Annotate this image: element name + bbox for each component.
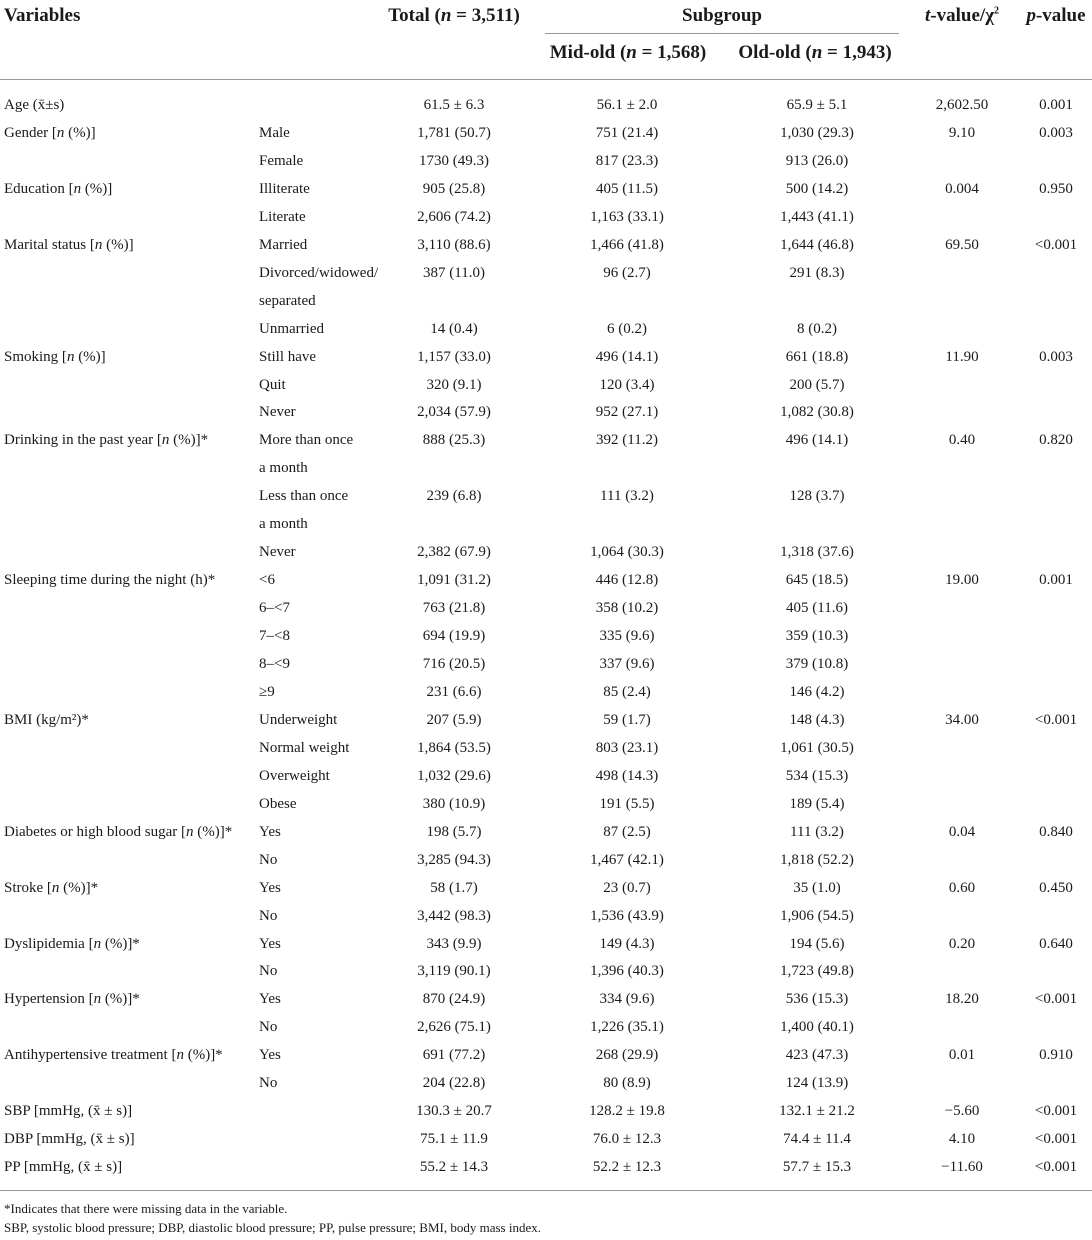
cell-category: Less than once (259, 488, 349, 505)
cell-category: Literate (259, 208, 306, 225)
cell-category: No (259, 851, 278, 868)
cell-variable: Marital status [n (%)] (4, 236, 134, 253)
cell-category: Male (259, 125, 290, 141)
cell-pvalue: <0.001 (1034, 1159, 1078, 1176)
cell-category: Yes (259, 1047, 281, 1064)
cell-oldold: 35 (1.0) (793, 879, 841, 896)
subgroup-rule (545, 33, 899, 34)
cell-total: 3,110 (88.6) (417, 236, 491, 253)
cell-category: Yes (259, 991, 281, 1008)
header-tvalue: $t-value/\chi^2$ (925, 5, 999, 26)
cell-midold: 817 (23.3) (595, 152, 659, 169)
cell-category: Illiterate (259, 180, 310, 197)
cell-tvalue: 11.90 (945, 348, 979, 365)
cell-pvalue: 0.001 (1039, 97, 1073, 113)
cell-total: 888 (25.3) (422, 432, 486, 449)
cell-category: More than once (259, 432, 354, 449)
cell-midold: 1,466 (41.8) (590, 236, 664, 253)
cell-total: 691 (77.2) (422, 1047, 486, 1064)
cell-category: Female (259, 152, 304, 169)
cell-oldold: 146 (4.2) (789, 683, 845, 700)
cell-total: 239 (6.8) (426, 488, 482, 505)
cell-oldold: 57.7 ± 15.3 (782, 1159, 852, 1176)
cell-total: 14 (0.4) (430, 320, 478, 337)
cell-category: Married (259, 236, 308, 253)
cell-category: ≥9 (259, 683, 275, 700)
cell-pvalue: <0.001 (1034, 236, 1078, 253)
table-bottom-rule (0, 1190, 1092, 1191)
cell-tvalue: −5.60 (944, 1103, 980, 1120)
cell-total: 694 (19.9) (422, 628, 486, 644)
cell-total: 2,626 (75.1) (417, 1019, 491, 1036)
header-total: Total (n = 3,511) (388, 5, 520, 26)
cell-oldold: 1,644 (46.8) (780, 236, 854, 253)
cell-midold: 6 (0.2) (607, 320, 647, 337)
cell-midold: 56.1 ± 2.0 (596, 97, 658, 113)
cell-oldold: 194 (5.6) (789, 935, 845, 952)
cell-pvalue: <0.001 (1034, 1131, 1078, 1148)
cell-variable: PP [mmHg, (x̄ ± s)] (4, 1159, 123, 1176)
cell-oldold: 913 (26.0) (785, 152, 849, 169)
cell-category: Unmarried (259, 320, 324, 337)
cell-oldold: 148 (4.3) (789, 711, 845, 728)
cell-tvalue: 0.01 (948, 1047, 976, 1064)
cell-oldold: 534 (15.3) (785, 767, 849, 784)
cell-midold: 1,536 (43.9) (590, 907, 664, 924)
cell-midold: 358 (10.2) (595, 600, 659, 617)
header-pvalue: p-value (1026, 5, 1086, 26)
cell-oldold: 1,906 (54.5) (780, 907, 854, 924)
cell-pvalue: <0.001 (1034, 1103, 1078, 1120)
cell-pvalue: 0.003 (1039, 348, 1073, 365)
cell-category: Divorced/widowed/ (259, 264, 379, 281)
cell-midold: 96 (2.7) (603, 264, 651, 281)
footnote-missing: *Indicates that there were missing data in the variable. (4, 1201, 288, 1216)
cell-midold: 23 (0.7) (603, 879, 651, 896)
cell-midold: 191 (5.5) (599, 795, 655, 812)
cell-midold: 405 (11.5) (596, 180, 658, 197)
cell-oldold: 111 (3.2) (790, 823, 844, 840)
cell-pvalue: 0.003 (1039, 125, 1073, 141)
cell-pvalue: <0.001 (1034, 711, 1078, 728)
cell-midold: 149 (4.3) (599, 935, 655, 952)
cell-total: 3,442 (98.3) (417, 907, 491, 924)
cell-oldold: 291 (8.3) (789, 264, 845, 281)
cell-pvalue: 0.450 (1039, 879, 1073, 896)
cell-total: 204 (22.8) (422, 1075, 486, 1092)
cell-oldold: 379 (10.8) (785, 656, 849, 672)
cell-midold: 76.0 ± 12.3 (592, 1131, 662, 1148)
cell-pvalue: 0.001 (1039, 572, 1073, 589)
cell-total: 198 (5.7) (426, 823, 482, 840)
cell-tvalue: 69.50 (945, 236, 979, 253)
cell-tvalue: 18.20 (945, 991, 979, 1008)
cell-total: 905 (25.8) (422, 180, 486, 197)
cell-midold: 498 (14.3) (595, 767, 659, 784)
cell-pvalue: 0.840 (1039, 823, 1073, 840)
cell-variable: Dyslipidemia [n (%)]* (4, 935, 140, 952)
cell-tvalue: 0.40 (948, 432, 976, 449)
cell-category: <6 (259, 572, 275, 589)
cell-midold: 1,163 (33.1) (590, 208, 664, 225)
cell-oldold: 1,061 (30.5) (780, 739, 854, 756)
cell-oldold: 1,818 (52.2) (780, 851, 854, 868)
cell-tvalue: 9.10 (948, 125, 976, 141)
cell-category: Underweight (259, 711, 338, 728)
cell-oldold: 1,318 (37.6) (780, 544, 854, 561)
cell-variable: Sleeping time during the night (h)* (4, 572, 216, 589)
cell-total: 207 (5.9) (426, 711, 482, 728)
cell-category: No (259, 907, 278, 924)
cell-oldold: 405 (11.6) (786, 600, 848, 617)
cell-pvalue: <0.001 (1034, 991, 1078, 1008)
cell-total: 763 (21.8) (422, 600, 486, 617)
cell-midold: 803 (23.1) (595, 739, 659, 756)
cell-total: 75.1 ± 11.9 (420, 1131, 488, 1148)
cell-midold: 446 (12.8) (595, 572, 659, 589)
cell-midold: 335 (9.6) (599, 628, 655, 644)
cell-tvalue: 4.10 (948, 1131, 976, 1148)
cell-oldold: 8 (0.2) (797, 320, 837, 337)
cell-pvalue: 0.910 (1039, 1047, 1073, 1064)
cell-oldold: 124 (13.9) (785, 1075, 849, 1092)
cell-category: Quit (259, 376, 286, 393)
cell-pvalue: 0.950 (1039, 180, 1073, 197)
cell-category: Yes (259, 823, 281, 840)
cell-category: No (259, 1075, 278, 1092)
cell-total: 1,864 (53.5) (417, 739, 491, 756)
cell-oldold: 1,030 (29.3) (780, 125, 854, 141)
cell-variable: Stroke [n (%)]* (4, 879, 99, 896)
cell-total: 1,032 (29.6) (417, 767, 491, 784)
cell-total: 2,382 (67.9) (417, 544, 491, 561)
cell-total: 2,034 (57.9) (417, 404, 491, 421)
cell-category: separated (259, 292, 316, 309)
cell-variable: Education [n (%)] (4, 180, 113, 197)
cell-midold: 59 (1.7) (603, 711, 651, 728)
cell-category: No (259, 1019, 278, 1036)
cell-total: 1,781 (50.7) (417, 125, 491, 141)
cell-midold: 1,226 (35.1) (590, 1019, 664, 1036)
cell-total: 3,285 (94.3) (417, 851, 491, 868)
cell-variable: Antihypertensive treatment [n (%)]* (4, 1047, 223, 1064)
cell-midold: 751 (21.4) (595, 125, 659, 141)
cell-midold: 120 (3.4) (599, 376, 655, 393)
cell-category: Obese (259, 795, 297, 812)
cell-midold: 268 (29.9) (595, 1047, 659, 1064)
cell-total: 61.5 ± 6.3 (423, 97, 485, 113)
cell-tvalue: −11.60 (941, 1159, 983, 1176)
cell-total: 870 (24.9) (422, 991, 486, 1008)
cell-variable: BMI (kg/m²)* (4, 711, 89, 728)
cell-variable: SBP [mmHg, (x̄ ± s)] (4, 1103, 133, 1120)
header-midold: Mid-old (n = 1,568) (549, 42, 707, 63)
cell-oldold: 500 (14.2) (785, 180, 849, 197)
cell-oldold: 1,723 (49.8) (780, 963, 854, 980)
cell-category: Yes (259, 935, 281, 952)
cell-total: 1730 (49.3) (419, 152, 489, 169)
cell-total: 343 (9.9) (426, 935, 482, 952)
cell-variable: Diabetes or high blood sugar [n (%)]* (4, 823, 233, 840)
cell-midold: 952 (27.1) (595, 404, 659, 421)
cell-total: 387 (11.0) (423, 264, 485, 281)
cell-midold: 392 (11.2) (596, 432, 658, 449)
cell-total: 55.2 ± 14.3 (419, 1159, 489, 1176)
cell-category: 7–<8 (259, 628, 290, 644)
cell-oldold: 1,400 (40.1) (780, 1019, 854, 1036)
cell-midold: 334 (9.6) (599, 991, 655, 1008)
cell-oldold: 200 (5.7) (789, 376, 845, 393)
header-oldold: Old-old (n = 1,943) (738, 42, 892, 63)
cell-total: 1,157 (33.0) (417, 348, 491, 365)
cell-tvalue: 19.00 (945, 572, 979, 589)
cell-total: 2,606 (74.2) (417, 208, 491, 225)
cell-total: 130.3 ± 20.7 (416, 1103, 492, 1120)
cell-midold: 87 (2.5) (603, 823, 651, 840)
cell-oldold: 189 (5.4) (789, 795, 845, 812)
cell-midold: 1,396 (40.3) (590, 963, 664, 980)
cell-pvalue: 0.640 (1039, 935, 1073, 952)
footnote-abbreviations: SBP, systolic blood pressure; DBP, diastolic blood pressure; PP, pulse pressure; BMI, body mass index. (4, 1220, 541, 1235)
cell-total: 380 (10.9) (422, 795, 486, 812)
cell-tvalue: 0.004 (945, 180, 979, 197)
cell-total: 3,119 (90.1) (417, 963, 491, 980)
cell-category: Normal weight (259, 739, 350, 756)
cell-midold: 128.2 ± 19.8 (589, 1103, 665, 1120)
cell-midold: 111 (3.2) (600, 488, 654, 505)
cell-tvalue: 0.20 (948, 935, 976, 952)
cell-category: Yes (259, 879, 281, 896)
cell-category: Never (259, 404, 296, 421)
cell-oldold: 74.4 ± 11.4 (783, 1131, 851, 1148)
cell-oldold: 359 (10.3) (785, 628, 849, 644)
cell-midold: 52.2 ± 12.3 (592, 1159, 662, 1176)
cell-total: 58 (1.7) (430, 879, 478, 896)
cell-variable: Drinking in the past year [n (%)]* (4, 432, 209, 449)
cell-variable: Hypertension [n (%)]* (4, 991, 140, 1008)
cell-category: Never (259, 544, 296, 561)
cell-variable: Age (x̄±s) (4, 97, 65, 113)
cell-midold: 337 (9.6) (599, 656, 655, 672)
cell-total: 1,091 (31.2) (417, 572, 491, 589)
cell-category: No (259, 963, 278, 980)
cell-tvalue: 2,602.50 (935, 97, 989, 113)
cell-category: 8–<9 (259, 656, 290, 672)
header-variables: Variables (4, 5, 81, 26)
cell-oldold: 536 (15.3) (785, 991, 849, 1008)
cell-oldold: 65.9 ± 5.1 (786, 97, 848, 113)
header-bottom-rule (0, 79, 1092, 80)
cell-oldold: 1,443 (41.1) (780, 208, 854, 225)
cell-midold: 80 (8.9) (603, 1075, 651, 1092)
cell-total: 320 (9.1) (426, 376, 482, 393)
cell-pvalue: 0.820 (1039, 432, 1073, 449)
cell-oldold: 423 (47.3) (785, 1047, 849, 1064)
cell-variable: DBP [mmHg, (x̄ ± s)] (4, 1131, 135, 1148)
cell-total: 231 (6.6) (426, 683, 482, 700)
cell-tvalue: 34.00 (945, 711, 979, 728)
cell-midold: 1,467 (42.1) (590, 851, 664, 868)
cell-variable: Smoking [n (%)] (4, 348, 106, 365)
cell-tvalue: 0.60 (948, 879, 976, 896)
cell-oldold: 128 (3.7) (789, 488, 845, 505)
cell-midold: 85 (2.4) (603, 683, 651, 700)
cell-oldold: 645 (18.5) (785, 572, 849, 589)
cell-variable: Gender [n (%)] (4, 125, 96, 141)
cell-tvalue: 0.04 (948, 823, 976, 840)
cell-category: Overweight (259, 767, 330, 784)
cell-oldold: 661 (18.8) (785, 348, 849, 365)
cell-oldold: 496 (14.1) (785, 432, 849, 449)
cell-midold: 496 (14.1) (595, 348, 659, 365)
cell-oldold: 132.1 ± 21.2 (779, 1103, 855, 1120)
cell-category: a month (259, 516, 308, 533)
cell-oldold: 1,082 (30.8) (780, 404, 854, 421)
cell-midold: 1,064 (30.3) (590, 544, 664, 561)
cell-total: 716 (20.5) (422, 656, 486, 672)
cell-category: a month (259, 460, 308, 477)
cell-category: Still have (259, 348, 317, 365)
header-subgroup: Subgroup (682, 5, 762, 26)
cell-category: 6–<7 (259, 600, 290, 617)
